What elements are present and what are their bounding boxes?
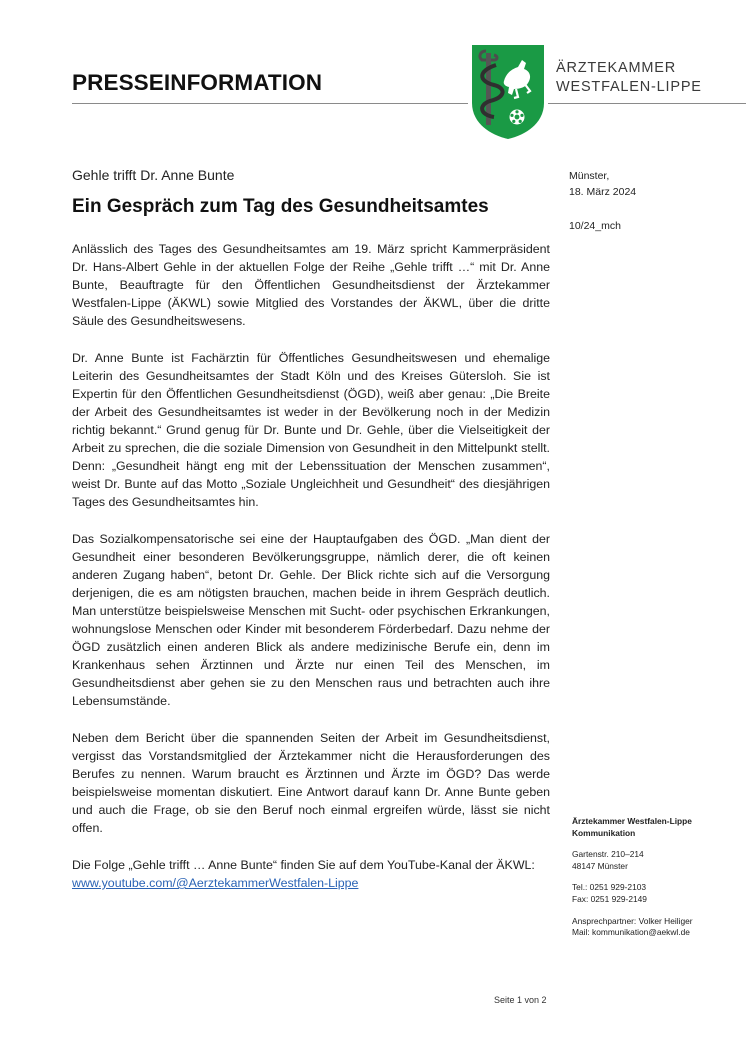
contact-block (572, 816, 693, 949)
paragraph: Anlässlich des Tages des Gesundheitsamtes am 19. März spricht Kammerpräsident Dr. Hans-Albert Gehle in der aktuellen Folge der Reihe „Gehle trifft …“ mit Dr. Anne Bunte, Beauftragte für den Öffentlichen Gesundheitsdienst der Ärztekammer Westfalen-Lippe (ÄKWL) sowie Mitglied des Vorstandes der ÄKWL, über die dritte Säule des Gesundheitswesens. (72, 242, 550, 328)
contact-address (572, 849, 693, 872)
contact-mail: Mail: kommunikation@aekwl.de (572, 927, 690, 938)
contact-fax: Fax: 0251 929-2149 (572, 893, 647, 904)
document-title: PRESSEINFORMATION (72, 70, 323, 95)
contact-street: Gartenstr. 210–214 (572, 849, 644, 860)
organization-name (556, 59, 702, 97)
contact-phone: Tel.: 0251 929-2103 (572, 882, 647, 893)
header-divider-right (548, 103, 746, 104)
article-body (72, 240, 550, 892)
paragraph: Neben dem Bericht über die spannenden Seiten der Arbeit im Gesundheitsdienst, vergisst das Vorstandsmitglied der Ärztekammer nicht die Herausforderungen des Berufes zu nennen. Warum braucht es Ärztinnen und Ärzte im ÖGD? Das werde beispielsweise momentan diskutiert. Eine Antwort darauf kann Dr. Anne Bunte geben und auch die Frage, ob sie den Beruf noch einmal ergreifen würde, lässt sie nicht offen. (72, 731, 550, 835)
contact-department: Kommunikation (572, 827, 636, 838)
closing-paragraph (72, 856, 550, 892)
closing-text: Die Folge „Gehle trifft … Anne Bunte“ finden Sie auf dem YouTube-Kanal der ÄKWL: (72, 858, 535, 872)
contact-org-name: Ärztekammer Westfalen-Lippe (572, 816, 692, 826)
page-number: Seite 1 von 2 (494, 995, 547, 1005)
org-name-line-2: WESTFALEN-LIPPE (556, 79, 702, 95)
paragraph: Dr. Anne Bunte ist Fachärztin für Öffentliches Gesundheitswesen und ehemalige Leiterin des Gesundheitsamtes der Stadt Köln und des Kreises Gütersloh. Sie ist Expertin für den Öffentlichen Gesundheitsdienst (ÖGD), weiß aber genau: „Die Breite der Arbeit des Gesundheitsamtes ist weder in der Bevölkerung noch in der Medizin richtig bekannt.“ Grund genug für Dr. Bunte und Dr. Gehle, über die Vielseitigkeit der Arbeit zu sprechen, die die soziale Dimension von Gesundheit in den Mittelpunkt stellt. Denn: „Gesundheit hängt eng mit der Lebenssituation der Menschen zusammen“, weist Dr. Bunte auf das Motto „Soziale Ungleichheit und Gesundheit“ des diesjährigen Tages des Gesundheitsamtes hin. (72, 351, 550, 509)
meta-reference: 10/24_mch (569, 220, 621, 232)
org-name-line-1: ÄRZTEKAMMER (556, 60, 676, 76)
article-subtitle: Gehle trifft Dr. Anne Bunte (72, 167, 235, 183)
meta-city: Münster, (569, 170, 610, 182)
contact-org-block (572, 816, 693, 839)
meta-date: 18. März 2024 (569, 186, 637, 198)
youtube-link[interactable]: www.youtube.com/@AerztekammerWestfalen-Lippe (72, 876, 359, 890)
contact-person: Ansprechpartner: Volker Heiliger (572, 915, 693, 926)
contact-city: 48147 Münster (572, 860, 628, 871)
header-divider-left (72, 103, 468, 104)
contact-person-block (572, 916, 693, 939)
meta-column (569, 170, 636, 232)
paragraph: Das Sozialkompensatorische sei eine der Hauptaufgaben des ÖGD. „Man dient der Gesundheit einer besonderen Bevölkerungsgruppe, nämlich derer, die oft keinen anderen Zugang haben“, betont Dr. Gehle. Der Blick richte sich auf die Versorgung derjenigen, die es am nötigsten brauchen, machen beide in ihrem Gespräch deutlich. Man unterstütze beispielsweise Menschen mit Sucht- oder psychischen Erkrankungen, wohnungslose Menschen oder Kinder mit besonderem Förderbedarf. Dazu nehme der ÖGD zusätzlich einen anderen Blick als andere medizinische Berufe ein, denn im Krankenhaus sehen Ärztinnen und Ärzte nur einen Teil des Menschen, im Gesundheitsdienst aber gehen sie zu den Menschen raus und betrachten auch ihre Lebensumstände. (72, 532, 550, 708)
aekwl-logo-icon (472, 45, 544, 139)
contact-phone-block (572, 882, 693, 905)
article-headline: Ein Gespräch zum Tag des Gesundheitsamtes (72, 196, 489, 217)
